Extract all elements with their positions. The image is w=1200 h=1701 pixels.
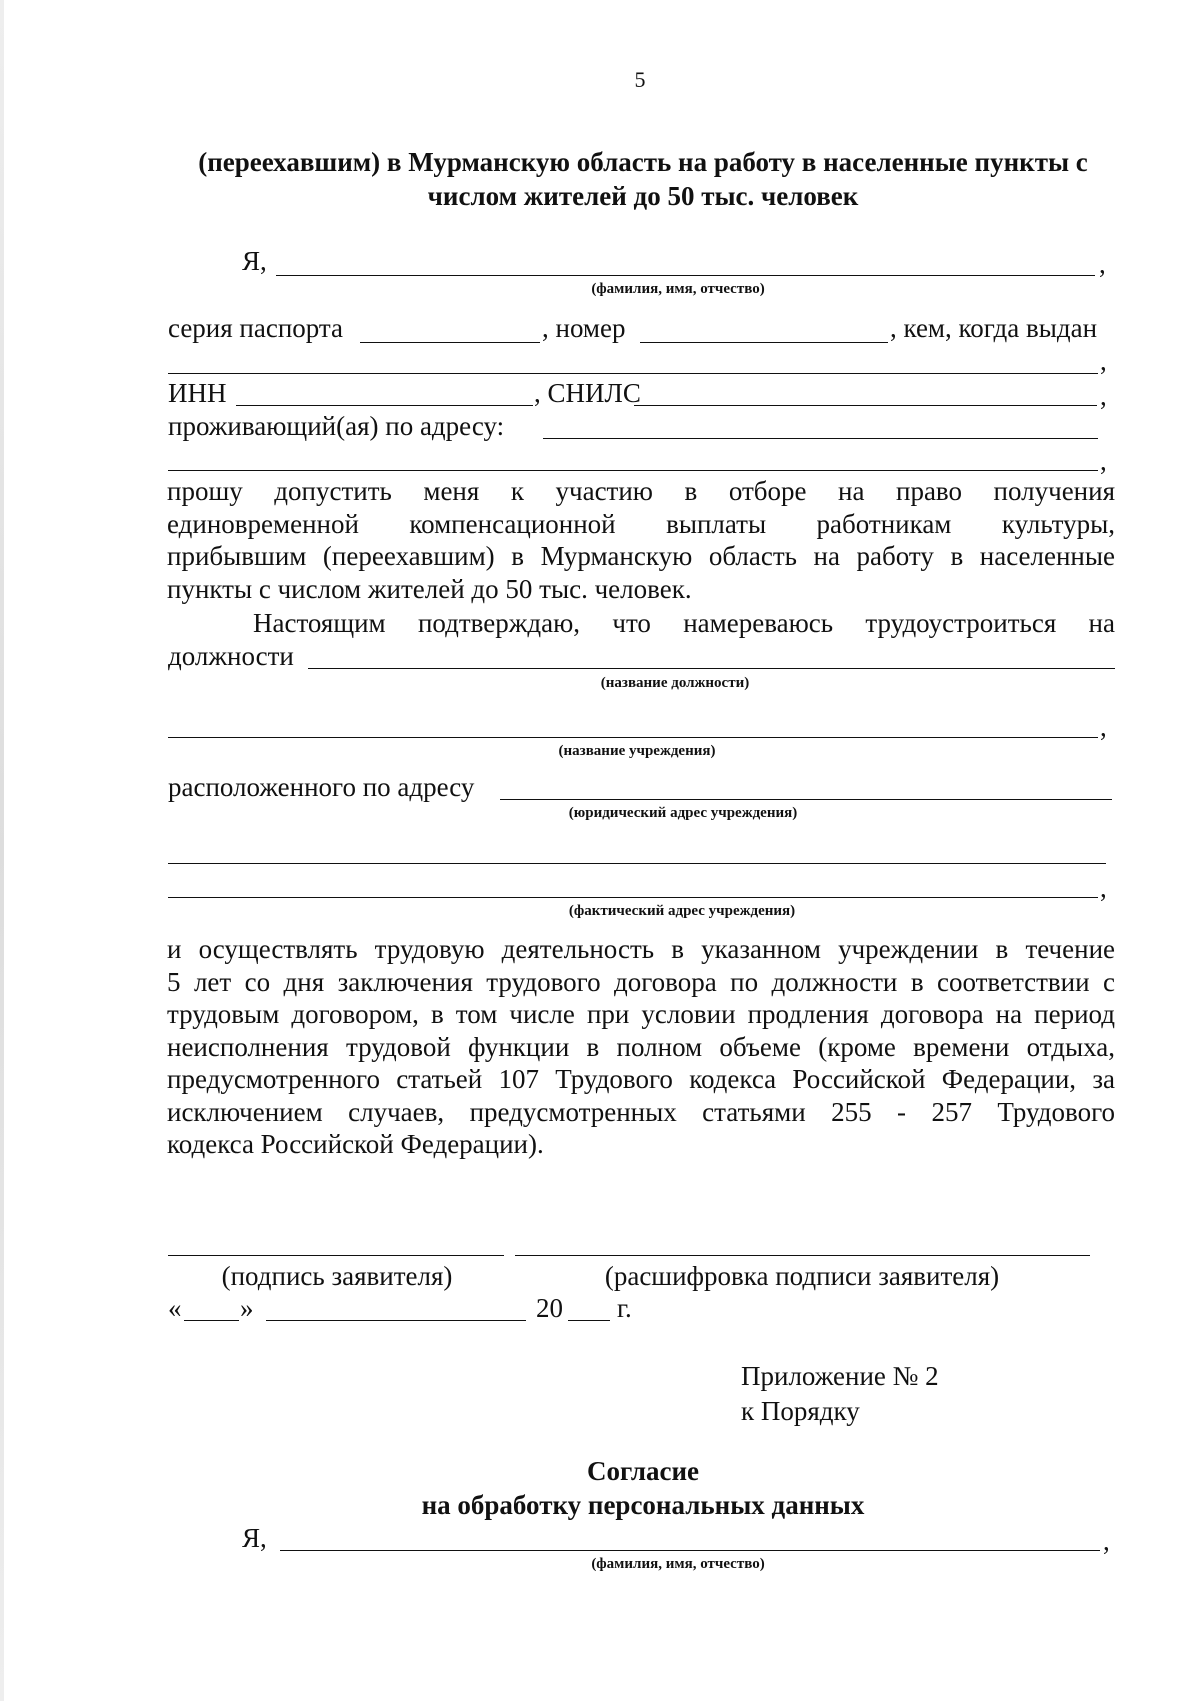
position-field-line[interactable] [308, 668, 1115, 669]
position-label: должности [168, 641, 294, 671]
obligation-line-2: 5 лет со дня заключения трудового договора по должности в соответствии с [167, 966, 1115, 997]
address-comma: , [1100, 446, 1107, 476]
consent-ya-label: Я, [242, 1523, 267, 1553]
consent-subtitle: на обработку персональных данных [421, 1490, 865, 1520]
date-year-line[interactable] [568, 1320, 610, 1321]
obligation-line-3: трудовым договором, в том числе при условии продления договора на период [167, 999, 1115, 1029]
signature-decoding-caption: (расшифровка подписи заявителя) [604, 1261, 1000, 1291]
request-paragraph [167, 475, 1115, 605]
legal-address-line[interactable] [500, 799, 1112, 800]
date-year-suffix: г. [617, 1293, 632, 1323]
inn-field-line[interactable] [236, 405, 533, 406]
page-number: 5 [634, 67, 646, 92]
address-field-line[interactable] [543, 438, 1098, 439]
actual-address-caption: (фактический адрес учреждения) [568, 903, 796, 919]
confirm-paragraph [253, 607, 1115, 640]
confirm-line-1: Настоящим подтверждаю, что намереваюсь трудоустроиться на [253, 608, 1115, 638]
position-caption: (название должности) [600, 675, 750, 691]
appendix-line-2: к Порядку [741, 1396, 860, 1426]
actual-address-line-1[interactable] [168, 863, 1106, 864]
ya-label: Я, [242, 246, 267, 276]
request-line-4: пункты с числом жителей до 50 тыс. человек. [167, 573, 692, 604]
scan-edge [0, 0, 4, 1701]
snils-label: , СНИЛС [534, 378, 641, 408]
obligation-line-1: и осуществлять трудовую деятельность в указанном учреждении в течение [167, 934, 1115, 964]
consent-fio-caption: (фамилия, имя, отчество) [591, 1556, 765, 1572]
snils-comma: , [1100, 381, 1107, 411]
address-field-line-2[interactable] [168, 470, 1098, 471]
passport-issued-line[interactable] [168, 373, 1098, 374]
passport-issued-label: , кем, когда выдан [890, 313, 1098, 343]
obligation-line-5: предусмотренного статьей 107 Трудового кодекса Российской Федерации, за [167, 1064, 1115, 1094]
legal-address-caption: (юридический адрес учреждения) [568, 805, 798, 821]
obligation-line-4: неисполнения трудовой функции в полном объеме (кроме времени отдыха, [167, 1031, 1115, 1062]
header-line-2: числом жителей до 50 тыс. человек [427, 181, 859, 211]
institution-comma: , [1100, 712, 1107, 742]
inn-label: ИНН [168, 378, 227, 408]
consent-fio-line[interactable] [280, 1550, 1100, 1551]
obligation-line-7: кодекса Российской Федерации). [167, 1129, 544, 1159]
obligation-paragraph [167, 933, 1115, 1161]
issued-comma: , [1100, 346, 1107, 376]
request-line-3: прибывшим (переехавшим) в Мурманскую область на работу в населенные [167, 541, 1115, 571]
date-year-prefix: 20 [536, 1293, 563, 1323]
located-label: расположенного по адресу [168, 772, 475, 802]
signature-caption: (подпись заявителя) [221, 1261, 453, 1291]
fio-caption: (фамилия, имя, отчество) [591, 281, 765, 297]
passport-number-label: , номер [542, 313, 626, 343]
date-quote-close: » [240, 1293, 254, 1323]
request-line-2: единовременной компенсационной выплаты работникам культуры, [167, 508, 1115, 539]
passport-series-label: серия паспорта [168, 313, 344, 343]
appendix-line-1: Приложение № 2 [741, 1361, 939, 1391]
snils-field-line[interactable] [634, 405, 1097, 406]
consent-fio-comma: , [1103, 1526, 1110, 1556]
header-line-1: (переехавшим) в Мурманскую область на работу в населенные пункты с [198, 147, 1088, 177]
signature-decoding-line[interactable] [515, 1255, 1090, 1256]
signature-line[interactable] [168, 1255, 504, 1256]
date-quote-open: « [168, 1293, 182, 1323]
actual-address-line-2[interactable] [168, 897, 1098, 898]
actual-address-comma: , [1100, 873, 1107, 903]
address-label: проживающий(ая) по адресу: [168, 411, 505, 441]
institution-field-line[interactable] [168, 737, 1098, 738]
fio-comma: , [1099, 249, 1106, 279]
passport-series-line[interactable] [360, 342, 540, 343]
institution-caption: (название учреждения) [558, 743, 716, 759]
obligation-line-6: исключением случаев, предусмотренных статьями 255 - 257 Трудового [167, 1096, 1115, 1127]
fio-field-line[interactable] [276, 275, 1095, 276]
date-day-line[interactable] [184, 1320, 239, 1321]
consent-title: Согласие [586, 1456, 700, 1486]
request-line-1: прошу допустить меня к участию в отборе на право получения [167, 476, 1115, 506]
date-month-line[interactable] [266, 1320, 526, 1321]
passport-number-line[interactable] [640, 342, 888, 343]
